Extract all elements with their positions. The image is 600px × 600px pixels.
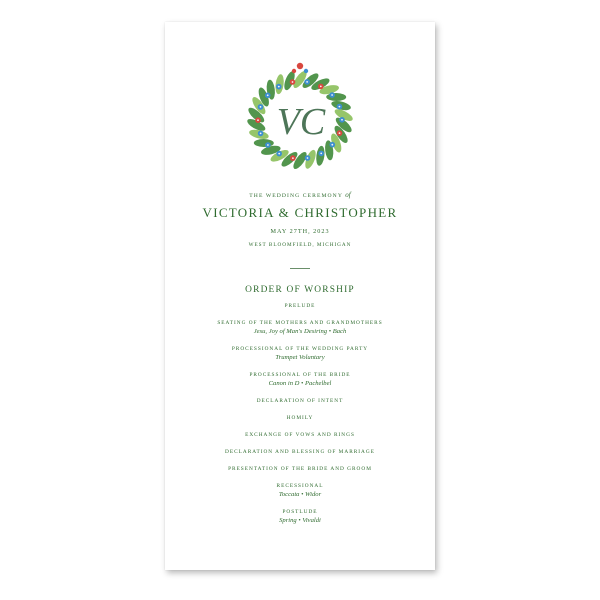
order-item [165,397,435,405]
order-item [165,448,435,456]
order-item-title: PROCESSIONAL OF THE BRIDE [249,372,351,378]
monogram: VC [276,101,326,143]
order-list [165,302,435,534]
order-item [165,482,435,499]
wedding-location: WEST BLOOMFIELD, MICHIGAN [248,242,352,248]
order-item-title: HOMILY [286,415,314,421]
wedding-date: MAY 27TH, 2023 [270,228,330,235]
order-item [165,414,435,422]
order-item-title: POSTLUDE [282,509,318,515]
order-item-title: DECLARATION AND BLESSING OF MARRIAGE [225,449,375,455]
floral-wreath-crest [235,42,365,182]
order-item [165,319,435,336]
order-item-subtitle: Trumpet Voluntary [275,354,325,361]
order-item-title: RECESSIONAL [276,483,324,489]
wreath-icon [235,42,365,182]
order-item-title: DECLARATION OF INTENT [256,398,344,404]
ceremony-prefix: THE WEDDING CEREMONY [249,193,343,199]
ceremony-kicker [165,191,435,199]
order-item [165,431,435,439]
order-item-subtitle: Toccata • Widor [278,491,322,498]
order-item-title: SEATING OF THE MOTHERS AND GRANDMOTHERS [217,320,383,326]
order-item-subtitle: Canon in D • Pachelbel [268,380,332,387]
order-item-title: PROCESSIONAL OF THE WEDDING PARTY [231,346,369,352]
order-item-title: EXCHANGE OF VOWS AND RINGS [245,432,355,438]
couple-names: VICTORIA & CHRISTOPHER [202,205,398,220]
order-item [165,302,435,310]
order-item [165,465,435,473]
order-item-title: PRESENTATION OF THE BRIDE AND GROOM [228,466,372,472]
divider [290,268,310,269]
order-title: ORDER OF WORSHIP [245,285,355,295]
order-item [165,508,435,525]
order-item-subtitle: Spring • Vivaldi [279,517,321,524]
order-item-subtitle: Jesu, Joy of Man's Desiring • Bach [253,328,347,335]
program-card [165,22,435,570]
order-item [165,371,435,388]
order-item-title: PRELUDE [284,303,316,309]
ceremony-of: of [345,191,351,199]
order-item [165,345,435,362]
